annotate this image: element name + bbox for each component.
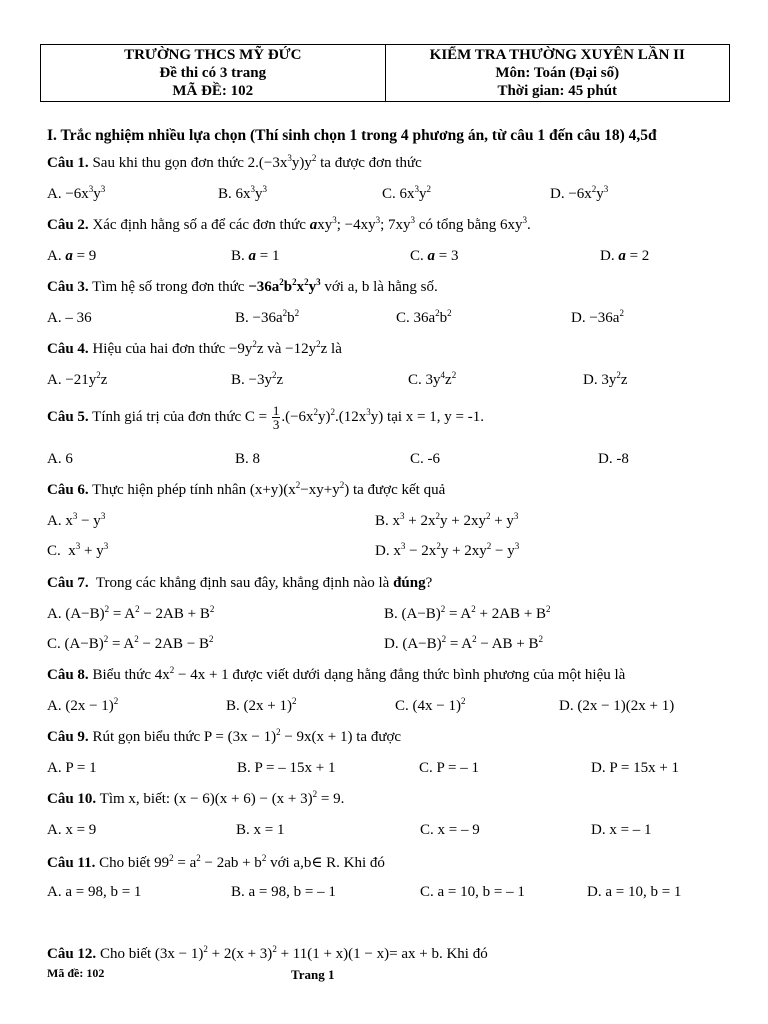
question-1: Câu 1. Sau khi thu gọn đơn thức $2.(-3x^3y)y^2$ ta được đơn thức bbox=[47, 153, 422, 171]
question-3: Câu 3. Tìm hệ số trong đơn thức $-36a^2b^2x^2y^3$ với a, b là hằng số. bbox=[47, 277, 438, 295]
option-c[interactable]: C. $3y^4z^2$ bbox=[408, 370, 457, 388]
question-5: Câu 5. Tính giá trị của đơn thức C = $\frac{1}{3}$ $.(-6x^2y)^2.(12x^3y)$ tại x = 1, y = -1. bbox=[47, 403, 484, 432]
option-d[interactable]: D. a = 2 bbox=[600, 248, 650, 264]
question-label: Câu 9. bbox=[47, 729, 89, 745]
option-d[interactable]: D. $-6x^2y^3$ bbox=[550, 184, 609, 202]
question-label: Câu 12. bbox=[47, 946, 97, 962]
option-b[interactable]: B. $x^3 + 2x^2y + 2xy^2 + y^3$ bbox=[375, 511, 519, 529]
option-d[interactable]: D. P = 15x + 1 bbox=[591, 760, 680, 776]
question-label: Câu 7. bbox=[47, 575, 89, 591]
option-a[interactable]: A. $-6x^3y^3$ bbox=[47, 184, 106, 202]
option-d[interactable]: D. a = 10, b = 1 bbox=[587, 884, 682, 900]
question-text: Tìm x, biết: (x − 6)(x + 6) − (x + 3) bbox=[99, 791, 313, 807]
fraction-numerator: 1 bbox=[272, 403, 280, 418]
question-label: Câu 2. bbox=[47, 217, 89, 233]
subject: Môn: Toán (Đại số) bbox=[495, 65, 620, 81]
option-a[interactable]: A. P = 1 bbox=[47, 760, 97, 776]
option-d[interactable]: D. $(A-B)^2 = A^2$ − AB + $B^2$ bbox=[384, 634, 544, 652]
option-b[interactable]: B. $(2x + 1)^2$ bbox=[226, 696, 297, 714]
option-a[interactable]: A. $(2x - 1)^2$ bbox=[47, 696, 119, 714]
option-c[interactable]: C. $(4x - 1)^2$ bbox=[395, 696, 466, 714]
question-label: Câu 8. bbox=[47, 667, 89, 683]
question-7: Câu 7. Trong các khẳng định sau đây, khẳng định nào là đúng? bbox=[47, 575, 433, 591]
question-label: Câu 3. bbox=[47, 279, 89, 295]
question-label: Câu 6. bbox=[47, 482, 89, 498]
question-2: Câu 2. Xác định hằng số a để các đơn thức axy$^3$; $-4xy^3$; $7xy^3$ có tổng bằng $6xy^3$. bbox=[47, 215, 531, 233]
footer-page-number: Trang 1 bbox=[291, 967, 335, 982]
question-6: Câu 6. Thực hiện phép tính nhân $(x+y)(x^2-xy+y^2)$ ta được kết quả bbox=[47, 480, 446, 498]
option-b[interactable]: B. a = 98, b = – 1 bbox=[231, 884, 336, 900]
option-a[interactable]: A. a = 98, b = 1 bbox=[47, 884, 142, 900]
option-d[interactable]: D. (2x − 1)(2x + 1) bbox=[559, 698, 675, 714]
exam-header bbox=[40, 44, 730, 102]
option-d[interactable]: D. x = – 1 bbox=[591, 822, 652, 838]
option-a[interactable]: A. 6 bbox=[47, 451, 73, 467]
option-a[interactable]: A. x = 9 bbox=[47, 822, 97, 838]
option-a[interactable]: A. a = 9 bbox=[47, 248, 97, 264]
option-a[interactable]: A. – 36 bbox=[47, 310, 92, 326]
exam-title: KIỂM TRA THƯỜNG XUYÊN LẦN II bbox=[429, 47, 685, 63]
question-label: Câu 4. bbox=[47, 341, 89, 357]
pages-note: Đề thi có 3 trang bbox=[159, 65, 267, 81]
question-label: Câu 11. bbox=[47, 855, 96, 871]
footer-exam-code: Mã đề: 102 bbox=[47, 966, 105, 980]
time-limit: Thời gian: 45 phút bbox=[497, 83, 618, 99]
option-d[interactable]: D. $-36a^2$ bbox=[571, 308, 624, 326]
option-b[interactable]: B. $-36a^2b^2$ bbox=[235, 308, 300, 326]
option-d[interactable]: D. -8 bbox=[598, 451, 629, 467]
question-8: Câu 8. Biểu thức $4x^2 - 4x + 1$ được viết dưới dạng hằng đẳng thức bình phương của một hiệu là bbox=[47, 665, 626, 683]
option-a[interactable]: A. $(A-B)^2 = A^2 - 2AB + B^2$ bbox=[47, 604, 215, 622]
option-c[interactable]: C. a = 3 bbox=[410, 248, 459, 264]
option-d[interactable]: D. $3y^2z$ bbox=[583, 370, 628, 388]
question-label: Câu 5. bbox=[47, 408, 89, 425]
option-b[interactable]: B. x = 1 bbox=[236, 822, 285, 838]
option-b[interactable]: B. $(A-B)^2 = A^2 + 2AB + B^2$ bbox=[384, 604, 551, 622]
question-9: Câu 9. Rút gọn biểu thức $P = (3x - 1)^2 - 9x(x + 1)$ ta được bbox=[47, 727, 402, 745]
option-c[interactable]: C. -6 bbox=[410, 451, 440, 467]
header-left bbox=[41, 45, 385, 101]
fraction-denominator: 3 bbox=[272, 417, 280, 432]
question-label: Câu 10. bbox=[47, 791, 97, 807]
question-10: Câu 10. Tìm x, biết: $(x - 6)(x + 6) - (x + 3)^2 = 9$. bbox=[47, 789, 345, 807]
school-name: TRƯỜNG THCS MỸ ĐỨC bbox=[124, 47, 302, 63]
option-a[interactable]: A. $x^3 - y^3$ bbox=[47, 511, 106, 529]
option-b[interactable]: B. 8 bbox=[235, 451, 261, 467]
option-c[interactable]: C. $36a^2b^2$ bbox=[396, 308, 452, 326]
exam-code: MÃ ĐỀ: 102 bbox=[172, 83, 254, 99]
option-c[interactable]: C. a = 10, b = – 1 bbox=[420, 884, 525, 900]
question-4: Câu 4. Hiệu của hai đơn thức $-9y^2z$ và $-12y^2z$ là bbox=[47, 339, 342, 357]
option-c[interactable]: C. $(A-B)^2 = A^2 - 2AB - B^2$ bbox=[47, 634, 214, 652]
question-12: Câu 12. Cho biết $(3x - 1)^2 + 2(x + 3)^2 + 11(1 + x)(1 - x)=$ ax + b. Khi đó bbox=[47, 944, 488, 962]
option-c[interactable]: C. $x^3 + y^3$ bbox=[47, 541, 109, 559]
section-title: I. Trắc nghiệm nhiều lựa chọn (Thí sinh chọn 1 trong 4 phương án, từ câu 1 đến câu 18) 4,5đ bbox=[47, 127, 657, 144]
option-a[interactable]: A. $-21y^2z$ bbox=[47, 370, 108, 388]
fraction bbox=[272, 404, 281, 431]
option-d[interactable]: D. $x^3 - 2x^2y + 2xy^2 - y^3$ bbox=[375, 541, 520, 559]
option-b[interactable]: B. $-3y^2z$ bbox=[231, 370, 284, 388]
option-c[interactable]: C. $6x^3y^2$ bbox=[382, 184, 432, 202]
header-right bbox=[385, 45, 730, 101]
option-c[interactable]: C. x = – 9 bbox=[420, 822, 480, 838]
option-b[interactable]: B. $6x^3y^3$ bbox=[218, 184, 268, 202]
option-b[interactable]: B. P = – 15x + 1 bbox=[237, 760, 336, 776]
question-label: Câu 1. bbox=[47, 155, 89, 171]
option-c[interactable]: C. P = – 1 bbox=[419, 760, 479, 776]
question-11: Câu 11. Cho biết $99^2 = a^2 - 2ab + b^2$ với a,b∈ R. Khi đó bbox=[47, 853, 385, 871]
option-b[interactable]: B. a = 1 bbox=[231, 248, 280, 264]
